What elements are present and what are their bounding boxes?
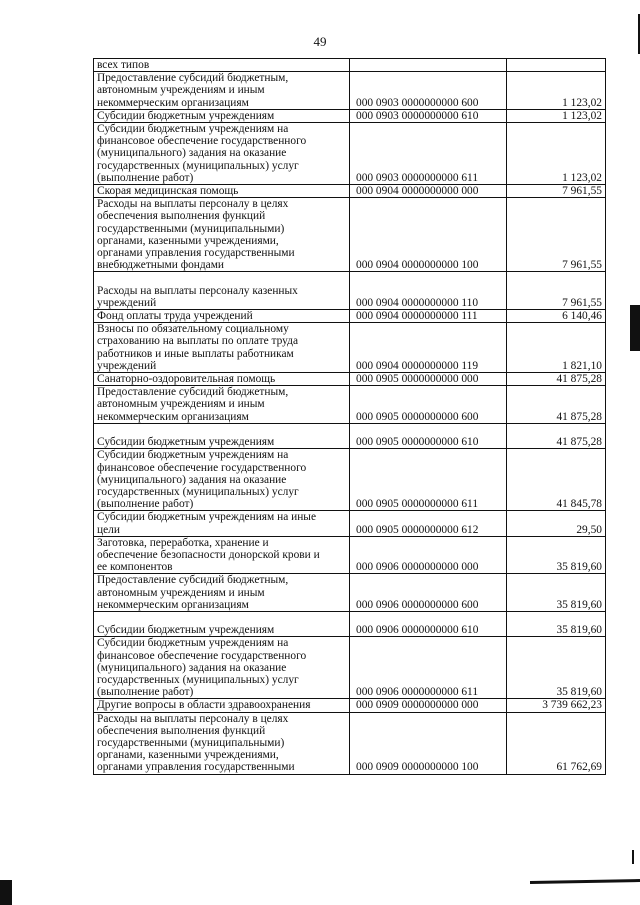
row-name: Предоставление субсидий бюджетным, автономным учреждениям и иным некоммерческим организациям <box>94 574 350 612</box>
row-code: 000 0905 0000000000 612 <box>350 511 507 536</box>
row-code: 000 0904 0000000000 110 <box>350 272 507 310</box>
row-code: 000 0903 0000000000 611 <box>350 123 507 185</box>
row-amount: 35 819,60 <box>507 637 606 699</box>
row-amount: 7 961,55 <box>507 185 606 198</box>
row-code <box>350 59 507 72</box>
row-name: Фонд оплаты труда учреждений <box>94 310 350 323</box>
row-code: 000 0903 0000000000 600 <box>350 72 507 110</box>
row-amount: 35 819,60 <box>507 574 606 612</box>
row-amount: 29,50 <box>507 511 606 536</box>
scan-edge-mark <box>0 880 12 905</box>
row-amount: 35 819,60 <box>507 611 606 636</box>
table-row <box>94 373 606 386</box>
scan-edge-mark <box>530 879 640 884</box>
row-name: Расходы на выплаты персоналу казенных учреждений <box>94 272 350 310</box>
row-name: Субсидии бюджетным учреждениям <box>94 109 350 122</box>
row-amount: 7 961,55 <box>507 272 606 310</box>
row-name: Субсидии бюджетным учреждениям на финансовое обеспечение государственного (муниципального) задания на оказание государственных (муниципальных) услуг (выполнение работ) <box>94 449 350 511</box>
table-row <box>94 574 606 612</box>
table-row <box>94 310 606 323</box>
row-code: 000 0906 0000000000 611 <box>350 637 507 699</box>
table-row <box>94 699 606 712</box>
row-amount: 1 123,02 <box>507 109 606 122</box>
table-row <box>94 449 606 511</box>
row-amount: 61 762,69 <box>507 712 606 774</box>
table-row <box>94 185 606 198</box>
row-code: 000 0904 0000000000 119 <box>350 323 507 373</box>
table-row <box>94 637 606 699</box>
row-name: Взносы по обязательному социальному страхованию на выплаты по оплате труда работников и иные выплаты работникам учреждений <box>94 323 350 373</box>
table-row <box>94 712 606 774</box>
row-code: 000 0904 0000000000 111 <box>350 310 507 323</box>
table-row <box>94 72 606 110</box>
row-name: Скорая медицинская помощь <box>94 185 350 198</box>
table-row <box>94 536 606 574</box>
table-row <box>94 109 606 122</box>
row-amount: 1 123,02 <box>507 72 606 110</box>
row-code: 000 0904 0000000000 100 <box>350 198 507 272</box>
row-code: 000 0904 0000000000 000 <box>350 185 507 198</box>
row-amount: 41 875,28 <box>507 386 606 424</box>
budget-table-body <box>94 59 606 775</box>
row-amount: 41 875,28 <box>507 423 606 448</box>
row-name: Расходы на выплаты персоналу в целях обеспечения выполнения функций государственными (муниципальными) органами, казенными учреждениями, органами управления государственными <box>94 712 350 774</box>
table-row <box>94 386 606 424</box>
row-code: 000 0905 0000000000 000 <box>350 373 507 386</box>
row-name: Другие вопросы в области здравоохранения <box>94 699 350 712</box>
table-row <box>94 59 606 72</box>
row-code: 000 0909 0000000000 100 <box>350 712 507 774</box>
row-name: Заготовка, переработка, хранение и обеспечение безопасности донорской крови и ее компонентов <box>94 536 350 574</box>
row-code: 000 0906 0000000000 610 <box>350 611 507 636</box>
row-name: Субсидии бюджетным учреждениям на финансовое обеспечение государственного (муниципального) задания на оказание государственных (муниципальных) услуг (выполнение работ) <box>94 637 350 699</box>
row-amount <box>507 59 606 72</box>
row-name: Расходы на выплаты персоналу в целях обеспечения выполнения функций государственными (муниципальными) органами, казенными учреждениями, органами управления государственными внебюджетными фондами <box>94 198 350 272</box>
row-name: Санаторно-оздоровительная помощь <box>94 373 350 386</box>
budget-table <box>93 58 606 775</box>
row-amount: 41 845,78 <box>507 449 606 511</box>
row-code: 000 0909 0000000000 000 <box>350 699 507 712</box>
table-row <box>94 323 606 373</box>
table-row <box>94 272 606 310</box>
row-name: всех типов <box>94 59 350 72</box>
row-name: Субсидии бюджетным учреждениям на финансовое обеспечение государственного (муниципального) задания на оказание государственных (муниципальных) услуг (выполнение работ) <box>94 123 350 185</box>
table-row <box>94 423 606 448</box>
row-code: 000 0903 0000000000 610 <box>350 109 507 122</box>
row-name: Субсидии бюджетным учреждениям <box>94 423 350 448</box>
row-code: 000 0905 0000000000 611 <box>350 449 507 511</box>
table-row <box>94 611 606 636</box>
scan-edge-mark <box>630 305 640 351</box>
row-name: Предоставление субсидий бюджетным, автономным учреждениям и иным некоммерческим организациям <box>94 72 350 110</box>
page-number: 49 <box>313 34 327 49</box>
row-name: Субсидии бюджетным учреждениям <box>94 611 350 636</box>
row-amount: 6 140,46 <box>507 310 606 323</box>
row-amount: 1 821,10 <box>507 323 606 373</box>
row-amount: 1 123,02 <box>507 123 606 185</box>
scan-edge-mark <box>632 850 634 864</box>
table-row <box>94 198 606 272</box>
row-amount: 7 961,55 <box>507 198 606 272</box>
table-row <box>94 123 606 185</box>
row-code: 000 0905 0000000000 600 <box>350 386 507 424</box>
row-amount: 35 819,60 <box>507 536 606 574</box>
row-code: 000 0906 0000000000 600 <box>350 574 507 612</box>
row-amount: 41 875,28 <box>507 373 606 386</box>
row-name: Предоставление субсидий бюджетным, автономным учреждениям и иным некоммерческим организациям <box>94 386 350 424</box>
row-code: 000 0905 0000000000 610 <box>350 423 507 448</box>
row-code: 000 0906 0000000000 000 <box>350 536 507 574</box>
row-amount: 3 739 662,23 <box>507 699 606 712</box>
table-row <box>94 511 606 536</box>
row-name: Субсидии бюджетным учреждениям на иные цели <box>94 511 350 536</box>
